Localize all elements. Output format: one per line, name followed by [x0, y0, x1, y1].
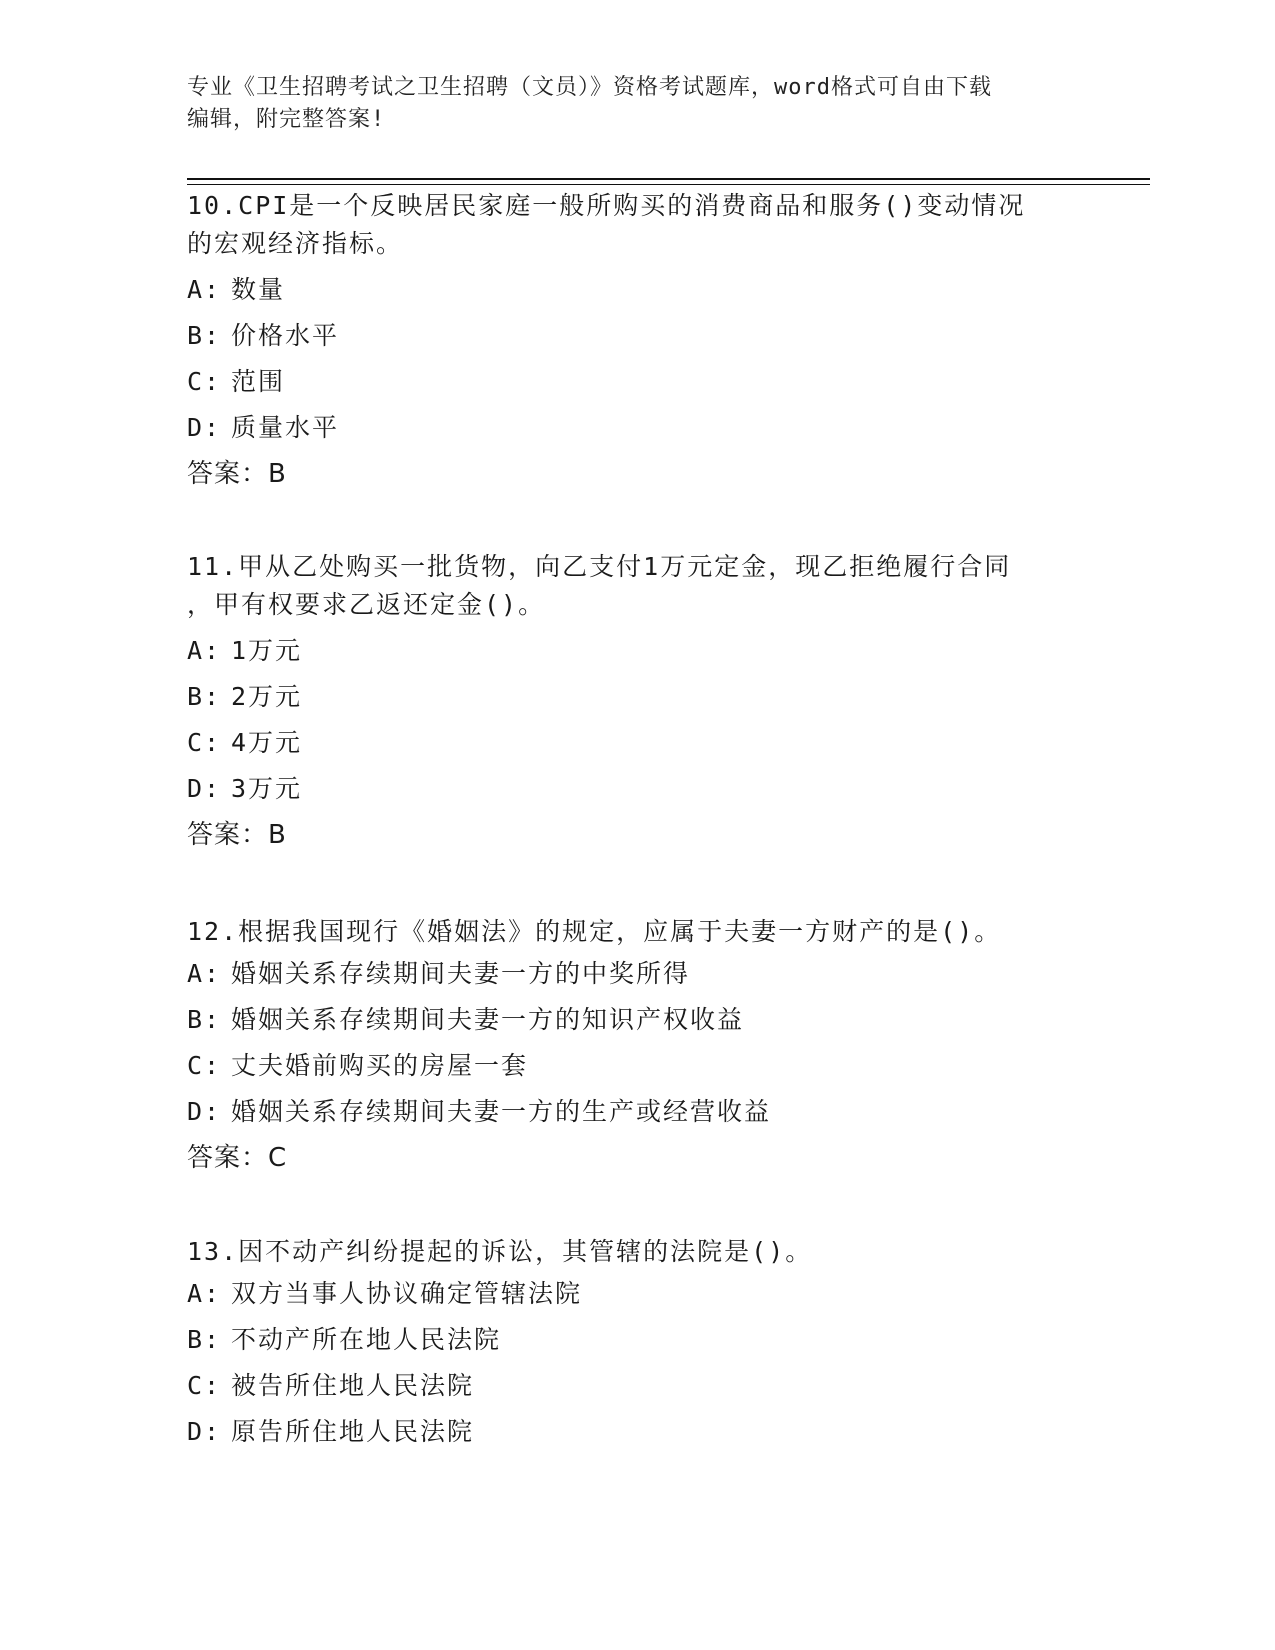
option-b [187, 997, 1087, 1043]
option-key: B: [187, 321, 222, 350]
option-key: B: [187, 1005, 222, 1034]
answer-line: 答案：C [187, 1143, 288, 1173]
option-d [187, 1089, 1087, 1135]
option-b [187, 674, 1087, 720]
option-c [187, 720, 1087, 766]
option-text: 原告所住地人民法院 [231, 1417, 475, 1446]
option-key: C: [187, 728, 222, 757]
option-text: 质量水平 [231, 413, 340, 442]
option-text: 4万元 [231, 728, 303, 757]
question-stem-line: ，甲有权要求乙返还定金()。 [187, 590, 546, 619]
answer-line: 答案：B [187, 820, 287, 850]
option-c [187, 1043, 1087, 1089]
option-key: B: [187, 682, 222, 711]
option-text: 数量 [231, 275, 286, 304]
option-text: 2万元 [231, 682, 303, 711]
header-divider-thin [187, 184, 1150, 185]
option-text: 被告所住地人民法院 [231, 1371, 475, 1400]
option-key: C: [187, 1051, 222, 1080]
question-12 [187, 913, 1087, 1181]
question-stem-line: 12.根据我国现行《婚姻法》的规定，应属于夫妻一方财产的是()。 [187, 917, 1002, 946]
option-b [187, 313, 1087, 359]
option-a [187, 267, 1087, 313]
option-text: 价格水平 [231, 321, 340, 350]
option-text: 婚姻关系存续期间夫妻一方的中奖所得 [231, 959, 691, 988]
option-key: A: [187, 1279, 222, 1308]
option-text: 不动产所在地人民法院 [231, 1325, 502, 1354]
question-stem-line: 11.甲从乙处购买一批货物，向乙支付1万元定金，现乙拒绝履行合同 [187, 552, 1012, 581]
option-b [187, 1317, 1087, 1363]
answer-line: 答案：B [187, 459, 287, 489]
header-line-2: 编辑，附完整答案! [187, 107, 386, 132]
question-13 [187, 1233, 1087, 1455]
option-a [187, 1271, 1087, 1317]
option-key: D: [187, 413, 222, 442]
question-stem-line: 13.因不动产纠纷提起的诉讼，其管辖的法院是()。 [187, 1237, 813, 1266]
option-key: D: [187, 1417, 222, 1446]
option-key: A: [187, 959, 222, 988]
option-a [187, 951, 1087, 997]
option-text: 婚姻关系存续期间夫妻一方的生产或经营收益 [231, 1097, 772, 1126]
option-text: 丈夫婚前购买的房屋一套 [231, 1051, 529, 1080]
option-d [187, 766, 1087, 812]
header-divider-thick [187, 178, 1150, 180]
header-line-1: 专业《卫生招聘考试之卫生招聘（文员）》资格考试题库，word格式可自由下载 [187, 75, 992, 100]
option-key: C: [187, 1371, 222, 1400]
option-c [187, 359, 1087, 405]
option-key: B: [187, 1325, 222, 1354]
option-text: 3万元 [231, 774, 303, 803]
option-key: D: [187, 774, 222, 803]
option-d [187, 1409, 1087, 1455]
option-text: 范围 [231, 367, 286, 396]
option-text: 双方当事人协议确定管辖法院 [231, 1279, 583, 1308]
option-text: 婚姻关系存续期间夫妻一方的知识产权收益 [231, 1005, 745, 1034]
option-a [187, 628, 1087, 674]
option-c [187, 1363, 1087, 1409]
option-key: C: [187, 367, 222, 396]
option-key: A: [187, 275, 222, 304]
question-11 [187, 548, 1087, 858]
question-stem-line: 10.CPI是一个反映居民家庭一般所购买的消费商品和服务()变动情况 [187, 191, 1026, 220]
question-stem-line: 的宏观经济指标。 [187, 229, 404, 258]
question-10 [187, 187, 1087, 497]
option-key: A: [187, 636, 222, 665]
document-header [187, 72, 1067, 136]
option-key: D: [187, 1097, 222, 1126]
option-text: 1万元 [231, 636, 303, 665]
option-d [187, 405, 1087, 451]
